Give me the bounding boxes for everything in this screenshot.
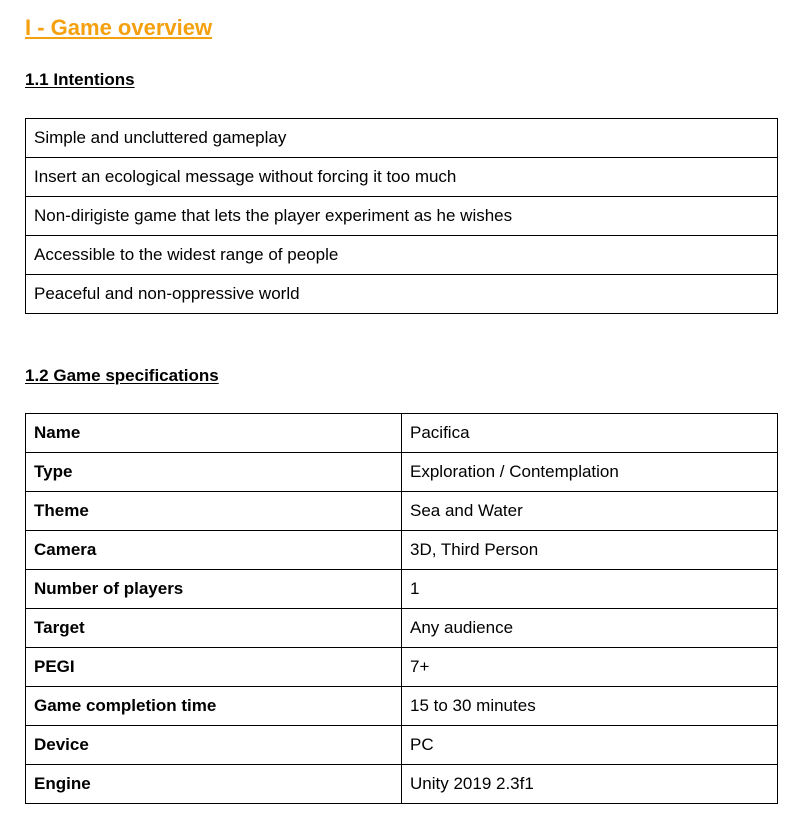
spec-label: Engine <box>26 765 402 804</box>
table-row <box>26 158 778 197</box>
spec-value: Exploration / Contemplation <box>402 453 778 492</box>
spec-value: Pacifica <box>402 414 778 453</box>
table-row <box>26 609 778 648</box>
specifications-table <box>25 413 778 804</box>
spec-value: 3D, Third Person <box>402 531 778 570</box>
spec-value: 1 <box>402 570 778 609</box>
table-row <box>26 119 778 158</box>
intentions-heading: 1.1 Intentions <box>25 70 135 89</box>
intention-item: Simple and uncluttered gameplay <box>26 119 778 158</box>
table-row <box>26 570 778 609</box>
spec-value: Any audience <box>402 609 778 648</box>
intention-item: Peaceful and non-oppressive world <box>26 275 778 314</box>
intention-item: Non-dirigiste game that lets the player experiment as he wishes <box>26 197 778 236</box>
table-row <box>26 414 778 453</box>
table-row <box>26 492 778 531</box>
spec-label: PEGI <box>26 648 402 687</box>
spec-label: Theme <box>26 492 402 531</box>
table-row <box>26 197 778 236</box>
table-row <box>26 453 778 492</box>
table-row <box>26 765 778 804</box>
spec-label: Number of players <box>26 570 402 609</box>
intentions-table <box>25 118 778 314</box>
spec-value: PC <box>402 726 778 765</box>
intention-item: Insert an ecological message without forcing it too much <box>26 158 778 197</box>
table-row <box>26 275 778 314</box>
spec-value: 7+ <box>402 648 778 687</box>
spec-label: Name <box>26 414 402 453</box>
spec-value: Sea and Water <box>402 492 778 531</box>
spec-label: Device <box>26 726 402 765</box>
table-row <box>26 648 778 687</box>
table-row <box>26 687 778 726</box>
spec-value: Unity 2019 2.3f1 <box>402 765 778 804</box>
spec-label: Camera <box>26 531 402 570</box>
specifications-heading: 1.2 Game specifications <box>25 366 219 385</box>
table-row <box>26 531 778 570</box>
spec-label: Game completion time <box>26 687 402 726</box>
table-row <box>26 236 778 275</box>
spec-label: Type <box>26 453 402 492</box>
spec-value: 15 to 30 minutes <box>402 687 778 726</box>
spec-label: Target <box>26 609 402 648</box>
page-title: I - Game overview <box>25 15 213 40</box>
table-row <box>26 726 778 765</box>
intention-item: Accessible to the widest range of people <box>26 236 778 275</box>
